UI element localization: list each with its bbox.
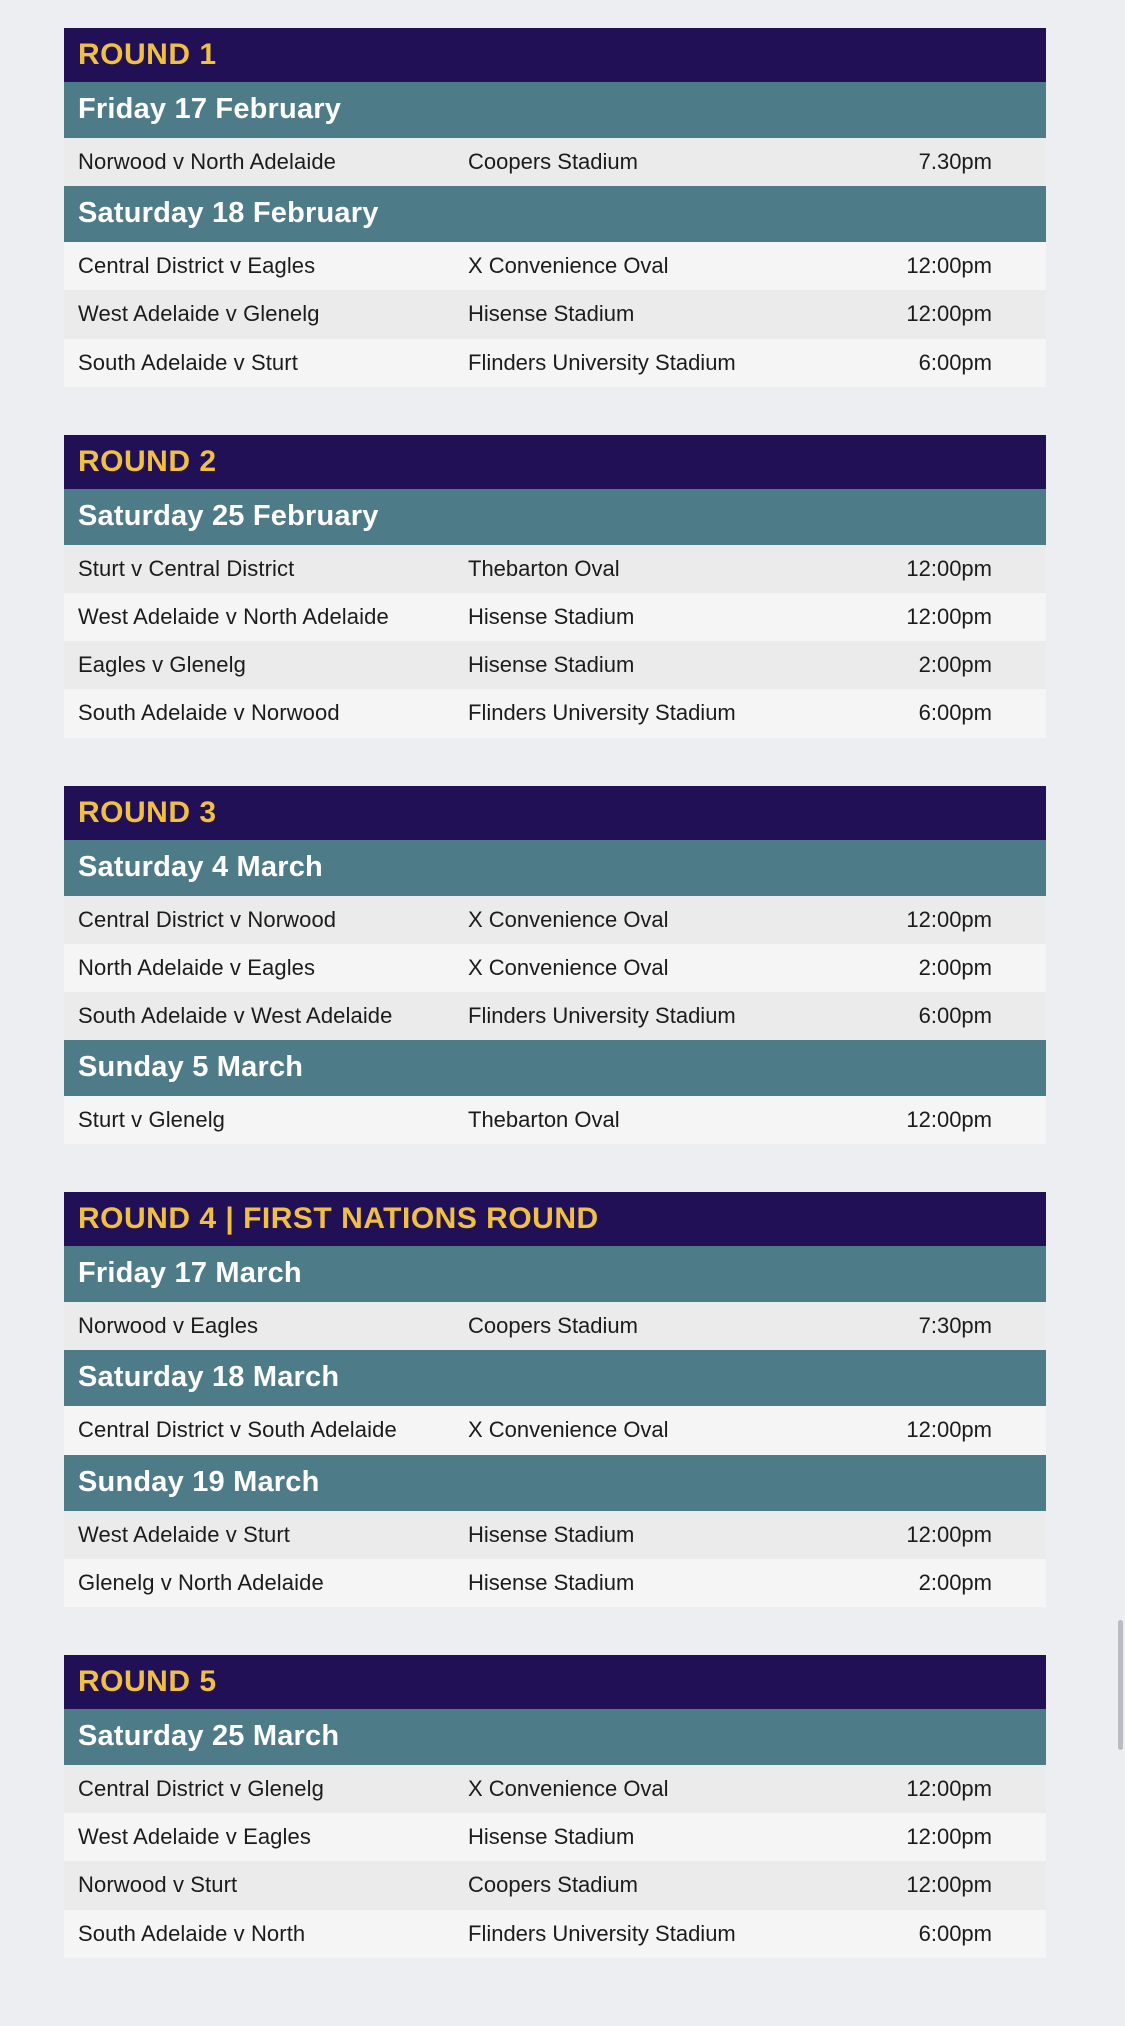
- match-teams: Central District v South Adelaide: [78, 1417, 397, 1443]
- match-time: 6:00pm: [918, 1920, 992, 1946]
- match-row: [64, 545, 1046, 593]
- match-row: [64, 944, 1046, 992]
- match-teams: South Adelaide v Sturt: [78, 349, 298, 375]
- match-venue: Hisense Stadium: [468, 301, 635, 327]
- match-teams: West Adelaide v Glenelg: [78, 301, 320, 327]
- round-block: [64, 1655, 1046, 1958]
- match-time: 2:00pm: [918, 954, 992, 980]
- match-venue: X Convenience Oval: [468, 253, 669, 279]
- round-block: [64, 28, 1046, 387]
- match-time: 6:00pm: [918, 700, 992, 726]
- match-teams: West Adelaide v Sturt: [78, 1521, 291, 1547]
- match-teams: West Adelaide v Eagles: [78, 1824, 311, 1850]
- date-header: Saturday 25 March: [64, 1709, 1046, 1765]
- date-header: Saturday 4 March: [64, 840, 1046, 896]
- match-row: [64, 641, 1046, 689]
- date-header: Sunday 5 March: [64, 1040, 1046, 1096]
- match-teams: Eagles v Glenelg: [78, 652, 246, 678]
- round-title: ROUND 3: [64, 786, 1046, 840]
- match-time: 12:00pm: [906, 1776, 992, 1801]
- match-time: 12:00pm: [906, 253, 992, 279]
- match-venue: Flinders University Stadium: [468, 700, 736, 726]
- match-venue: Hisense Stadium: [468, 1824, 635, 1850]
- round-title: ROUND 1: [64, 28, 1046, 82]
- date-header: Saturday 25 February: [64, 489, 1046, 545]
- match-venue: Coopers Stadium: [468, 1872, 638, 1898]
- round-block: [64, 786, 1046, 1145]
- match-teams: Norwood v Sturt: [78, 1872, 238, 1898]
- match-time: 7.30pm: [918, 149, 992, 174]
- round-title: ROUND 2: [64, 435, 1046, 489]
- match-row: [64, 1096, 1046, 1144]
- match-venue: Hisense Stadium: [468, 1569, 635, 1595]
- match-venue: Flinders University Stadium: [468, 1920, 736, 1946]
- match-time: 12:00pm: [906, 1824, 992, 1850]
- match-teams: North Adelaide v Eagles: [78, 954, 316, 980]
- match-row: [64, 339, 1046, 387]
- match-time: 2:00pm: [918, 1569, 992, 1595]
- round-block: [64, 435, 1046, 738]
- match-time: 6:00pm: [918, 1002, 992, 1028]
- match-venue: Hisense Stadium: [468, 1521, 635, 1547]
- match-teams: Norwood v North Adelaide: [78, 149, 336, 174]
- match-venue: Coopers Stadium: [468, 1313, 638, 1339]
- match-row: [64, 138, 1046, 186]
- match-row: [64, 242, 1046, 290]
- match-teams: South Adelaide v Norwood: [78, 700, 340, 726]
- date-header: Friday 17 March: [64, 1246, 1046, 1302]
- match-time: 12:00pm: [906, 1417, 992, 1443]
- match-teams: South Adelaide v North: [78, 1920, 306, 1946]
- match-teams: Glenelg v North Adelaide: [78, 1569, 324, 1595]
- match-time: 12:00pm: [906, 1521, 992, 1547]
- match-row: [64, 1861, 1046, 1909]
- match-time: 12:00pm: [906, 1872, 992, 1898]
- date-header: Saturday 18 February: [64, 186, 1046, 242]
- match-time: 12:00pm: [906, 555, 992, 581]
- match-row: [64, 992, 1046, 1040]
- match-venue: X Convenience Oval: [468, 906, 669, 932]
- match-venue: X Convenience Oval: [468, 954, 669, 980]
- match-row: [64, 1302, 1046, 1350]
- scrollbar[interactable]: [1118, 1620, 1123, 1750]
- round-block: [64, 1192, 1046, 1607]
- match-venue: Thebarton Oval: [468, 1107, 620, 1133]
- match-teams: Central District v Eagles: [78, 253, 316, 279]
- match-teams: Norwood v Eagles: [78, 1313, 259, 1339]
- match-row: [64, 1511, 1046, 1559]
- date-header: Saturday 18 March: [64, 1350, 1046, 1406]
- match-time: 12:00pm: [906, 906, 992, 932]
- match-time: 6:00pm: [918, 349, 992, 375]
- match-row: [64, 593, 1046, 641]
- match-time: 2:00pm: [918, 652, 992, 678]
- match-teams: Central District v Glenelg: [78, 1776, 324, 1801]
- match-row: [64, 1406, 1046, 1454]
- match-time: 12:00pm: [906, 603, 992, 629]
- round-title: ROUND 5: [64, 1655, 1046, 1709]
- match-row: [64, 1765, 1046, 1813]
- round-title: ROUND 4 | FIRST NATIONS ROUND: [64, 1192, 1046, 1246]
- match-row: [64, 896, 1046, 944]
- match-venue: Hisense Stadium: [468, 603, 635, 629]
- match-row: [64, 689, 1046, 737]
- rounds-container: [64, 28, 1061, 1958]
- match-teams: West Adelaide v North Adelaide: [78, 603, 389, 629]
- match-time: 12:00pm: [906, 301, 992, 327]
- date-header: Sunday 19 March: [64, 1455, 1046, 1511]
- match-time: 12:00pm: [906, 1107, 992, 1133]
- match-row: [64, 290, 1046, 338]
- match-teams: Sturt v Central District: [78, 555, 295, 581]
- match-teams: South Adelaide v West Adelaide: [78, 1002, 393, 1028]
- match-teams: Sturt v Glenelg: [78, 1107, 226, 1133]
- match-venue: Coopers Stadium: [468, 149, 638, 174]
- date-header: Friday 17 February: [64, 82, 1046, 138]
- match-venue: X Convenience Oval: [468, 1776, 669, 1801]
- match-row: [64, 1559, 1046, 1607]
- match-row: [64, 1910, 1046, 1958]
- match-venue: Hisense Stadium: [468, 652, 635, 678]
- match-venue: Thebarton Oval: [468, 555, 620, 581]
- match-venue: Flinders University Stadium: [468, 1002, 736, 1028]
- match-teams: Central District v Norwood: [78, 906, 337, 932]
- match-time: 7:30pm: [918, 1313, 992, 1339]
- match-venue: X Convenience Oval: [468, 1417, 669, 1443]
- match-row: [64, 1813, 1046, 1861]
- match-venue: Flinders University Stadium: [468, 349, 736, 375]
